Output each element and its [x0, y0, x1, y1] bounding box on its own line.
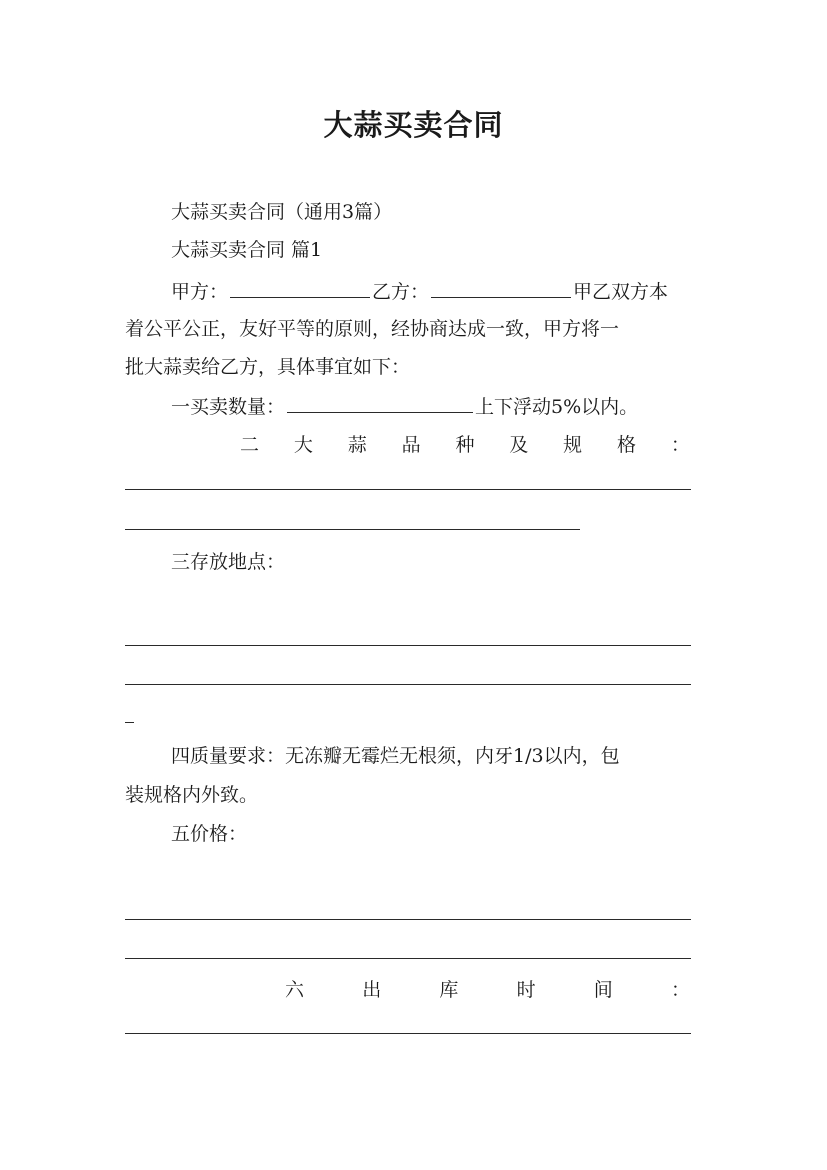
item6-char: 时 — [516, 979, 536, 1001]
para1-line2: 着公平公正，友好平等的原则，经协商达成一致，甲方将一 — [125, 318, 620, 340]
item5-blank-line — [125, 958, 691, 959]
party-b-blank — [431, 279, 571, 298]
item6-char: 间 — [593, 979, 613, 1001]
item2-char: 二 — [240, 434, 260, 456]
item6-blank-line — [125, 1033, 691, 1034]
item1-label: 一买卖数量： — [171, 396, 286, 418]
document-subtitle: 大蒜买卖合同（通用3篇） — [171, 201, 393, 223]
item3-blank-line — [125, 684, 691, 685]
quantity-blank — [287, 394, 473, 413]
item5-blank-line — [125, 919, 691, 920]
parties-line — [171, 279, 668, 304]
item6-char: 库 — [439, 979, 459, 1001]
item6-heading — [285, 978, 690, 1002]
item3-label: 三存放地点： — [171, 551, 286, 573]
item6-char: ： — [670, 979, 690, 1001]
item2-char: 大 — [293, 434, 313, 456]
party-b-label: 乙方： — [372, 281, 430, 303]
party-a-label: 甲方： — [171, 281, 229, 303]
item4-line2: 装规格内外致。 — [125, 784, 259, 806]
item2-char: 及 — [509, 434, 529, 456]
item2-heading — [240, 433, 690, 457]
item2-char: 种 — [455, 434, 475, 456]
item2-char: ： — [670, 434, 690, 456]
para1-line3: 批大蒜卖给乙方，具体事宜如下： — [125, 356, 411, 378]
item5-label: 五价格： — [171, 823, 248, 845]
item1-line — [171, 394, 638, 419]
item2-blank-line — [125, 489, 691, 490]
item2-char: 规 — [563, 434, 583, 456]
item2-char: 蒜 — [347, 434, 367, 456]
item3-blank-line — [125, 722, 134, 723]
item3-blank-line — [125, 645, 691, 646]
document-title: 大蒜买卖合同 — [323, 108, 504, 142]
item2-char: 格 — [617, 434, 637, 456]
item1-tail: 上下浮动5%以内。 — [475, 396, 639, 418]
item2-char: 品 — [401, 434, 421, 456]
item2-blank-line — [125, 529, 580, 530]
para1-tail: 甲乙双方本 — [573, 281, 669, 303]
item6-char: 出 — [362, 979, 382, 1001]
party-a-blank — [230, 279, 370, 298]
section-heading: 大蒜买卖合同 篇1 — [171, 239, 323, 261]
item4-line1: 四质量要求：无冻瓣无霉烂无根须，内牙1/3以内，包 — [171, 745, 620, 767]
item6-char: 六 — [285, 979, 305, 1001]
